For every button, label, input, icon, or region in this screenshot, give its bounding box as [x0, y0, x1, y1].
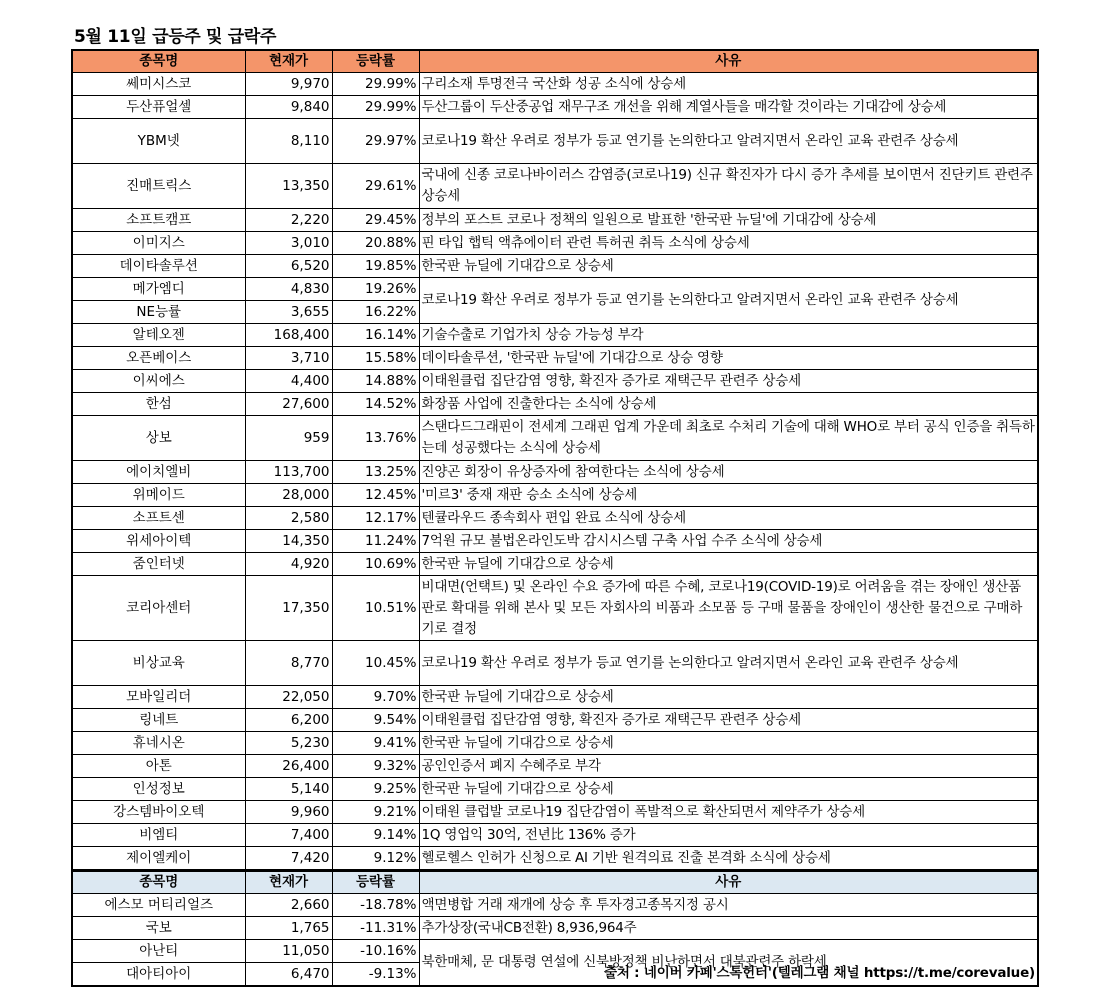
header-name: 종목명 — [72, 50, 245, 73]
stock-change: 16.14% — [332, 324, 419, 347]
stock-change: 16.22% — [332, 301, 419, 324]
stock-change: -10.16% — [332, 940, 419, 963]
stock-reason: 이태원클럽 집단감염 영향, 확진자 증가로 재택근무 관련주 상승세 — [419, 709, 1038, 732]
stock-name: 데이타솔루션 — [72, 255, 245, 278]
stock-change: 10.51% — [332, 576, 419, 641]
stock-name: 한섬 — [72, 393, 245, 416]
stock-name: 대아티아이 — [72, 963, 245, 987]
table-row — [72, 894, 1038, 917]
stock-name: 메가엠디 — [72, 278, 245, 301]
stock-name: 국보 — [72, 917, 245, 940]
stock-price: 9,960 — [245, 801, 332, 824]
table-row — [72, 824, 1038, 847]
stock-price: 1,765 — [245, 917, 332, 940]
stock-change: 9.14% — [332, 824, 419, 847]
stock-change: 12.17% — [332, 507, 419, 530]
stock-name: 에이치엘비 — [72, 461, 245, 484]
stock-change: -18.78% — [332, 894, 419, 917]
stock-name: 알테오젠 — [72, 324, 245, 347]
source-note: 출처 : 네이버 카페'스톡헌터'(텔레그램 채널 https://t.me/corevalue) — [603, 965, 1035, 981]
table-row — [72, 641, 1038, 686]
table-row — [72, 324, 1038, 347]
stock-price: 8,110 — [245, 119, 332, 164]
stock-change: 10.45% — [332, 641, 419, 686]
stock-price: 7,420 — [245, 847, 332, 871]
rising-header-row — [72, 50, 1038, 73]
stock-price: 17,350 — [245, 576, 332, 641]
stock-name: 오픈베이스 — [72, 347, 245, 370]
stock-price: 113,700 — [245, 461, 332, 484]
table-row — [72, 209, 1038, 232]
stock-price: 9,970 — [245, 73, 332, 96]
stock-change: 13.25% — [332, 461, 419, 484]
stock-change: 11.24% — [332, 530, 419, 553]
stock-price: 3,010 — [245, 232, 332, 255]
stock-reason: 진양곤 회장이 유상증자에 참여한다는 소식에 상승세 — [419, 461, 1038, 484]
stock-name: 아난티 — [72, 940, 245, 963]
table-row — [72, 370, 1038, 393]
table-row — [72, 461, 1038, 484]
stock-reason: 7억원 규모 불법온라인도박 감시시스템 구축 사업 수주 소식에 상승세 — [419, 530, 1038, 553]
stock-reason: 핀 타입 햅틱 액츄에이터 관련 특허권 취득 소식에 상승세 — [419, 232, 1038, 255]
stock-change: 14.52% — [332, 393, 419, 416]
table-row — [72, 940, 1038, 963]
stock-reason: 이태원 클럽발 코로나19 집단감염이 폭발적으로 확산되면서 제약주가 상승세 — [419, 801, 1038, 824]
stock-price: 2,580 — [245, 507, 332, 530]
stock-price: 2,220 — [245, 209, 332, 232]
stock-name: 두산퓨얼셀 — [72, 96, 245, 119]
stock-reason: 액면병합 거래 재개에 상승 후 투자경고종목지정 공시 — [419, 894, 1038, 917]
stock-reason: '미르3' 중재 재판 승소 소식에 상승세 — [419, 484, 1038, 507]
stock-name: 코리아센터 — [72, 576, 245, 641]
stock-reason: 데이타솔루션, '한국판 뉴딜'에 기대감으로 상승 영향 — [419, 347, 1038, 370]
stock-reason: 코로나19 확산 우려로 정부가 등교 연기를 논의한다고 알려지면서 온라인 교육 관련주 상승세 — [419, 278, 1038, 324]
stock-price: 22,050 — [245, 686, 332, 709]
stock-price: 9,840 — [245, 96, 332, 119]
stock-reason: 이태원클럽 집단감염 영향, 확진자 증가로 재택근무 관련주 상승세 — [419, 370, 1038, 393]
stock-name: 제이엘케이 — [72, 847, 245, 871]
stock-price: 959 — [245, 416, 332, 461]
stock-name: 강스템바이오텍 — [72, 801, 245, 824]
stock-price: 3,710 — [245, 347, 332, 370]
stock-reason: 한국판 뉴딜에 기대감으로 상승세 — [419, 686, 1038, 709]
stock-price: 4,400 — [245, 370, 332, 393]
stock-change: 29.45% — [332, 209, 419, 232]
stock-change: 19.26% — [332, 278, 419, 301]
table-row — [72, 801, 1038, 824]
stock-price: 6,470 — [245, 963, 332, 987]
table-row — [72, 119, 1038, 164]
stock-change: 29.99% — [332, 73, 419, 96]
stock-price: 8,770 — [245, 641, 332, 686]
stock-change: 9.70% — [332, 686, 419, 709]
stock-price: 28,000 — [245, 484, 332, 507]
stock-change: 29.99% — [332, 96, 419, 119]
table-row — [72, 553, 1038, 576]
stock-name: 휴네시온 — [72, 732, 245, 755]
stock-change: 12.45% — [332, 484, 419, 507]
stock-reason: 텐큘라우드 종속회사 편입 완료 소식에 상승세 — [419, 507, 1038, 530]
stock-change: 14.88% — [332, 370, 419, 393]
stock-name: 아톤 — [72, 755, 245, 778]
stock-table — [71, 49, 1039, 987]
stock-price: 2,660 — [245, 894, 332, 917]
stock-reason: 한국판 뉴딜에 기대감으로 상승세 — [419, 553, 1038, 576]
stock-price: 14,350 — [245, 530, 332, 553]
table-row — [72, 96, 1038, 119]
stock-reason: 두산그룹이 두산중공업 재무구조 개선을 위해 계열사들을 매각할 것이라는 기대감에 상승세 — [419, 96, 1038, 119]
stock-name: 이미지스 — [72, 232, 245, 255]
stock-reason: 코로나19 확산 우려로 정부가 등교 연기를 논의한다고 알려지면서 온라인 교육 관련주 상승세 — [419, 119, 1038, 164]
table-row — [72, 686, 1038, 709]
table-row — [72, 576, 1038, 641]
stock-reason: 기술수출로 기업가치 상승 가능성 부각 — [419, 324, 1038, 347]
stock-change: 9.21% — [332, 801, 419, 824]
stock-change: 9.12% — [332, 847, 419, 871]
stock-price: 7,400 — [245, 824, 332, 847]
stock-reason: 추가상장(국내CB전환) 8,936,964주 — [419, 917, 1038, 940]
table-row — [72, 732, 1038, 755]
stock-reason: 국내에 신종 코로나바이러스 감염증(코로나19) 신규 확진자가 다시 증가 추세를 보이면서 진단키트 관련주 상승세 — [419, 164, 1038, 209]
stock-reason: 구리소재 투명전극 국산화 성공 소식에 상승세 — [419, 73, 1038, 96]
stock-name: 링네트 — [72, 709, 245, 732]
stock-price: 11,050 — [245, 940, 332, 963]
table-row — [72, 278, 1038, 301]
header-change: 등락률 — [332, 871, 419, 894]
stock-name: 위세아이텍 — [72, 530, 245, 553]
header-price: 현재가 — [245, 50, 332, 73]
stock-reason: 북한매체, 문 대통령 연설에 신북방정책 비난하면서 대북관련주 하락세 — [419, 940, 1038, 987]
table-row — [72, 393, 1038, 416]
table-row — [72, 416, 1038, 461]
rising-stocks — [72, 73, 1038, 871]
stock-name: NE능률 — [72, 301, 245, 324]
stock-change: 10.69% — [332, 553, 419, 576]
stock-reason: 코로나19 확산 우려로 정부가 등교 연기를 논의한다고 알려지면서 온라인 교육 관련주 상승세 — [419, 641, 1038, 686]
table-row — [72, 755, 1038, 778]
header-reason: 사유 — [419, 50, 1038, 73]
header-change: 등락률 — [332, 50, 419, 73]
header-reason: 사유 — [419, 871, 1038, 894]
stock-name: 소프트캠프 — [72, 209, 245, 232]
stock-price: 6,200 — [245, 709, 332, 732]
stock-name: 소프트센 — [72, 507, 245, 530]
stock-price: 4,920 — [245, 553, 332, 576]
stock-reason: 한국판 뉴딜에 기대감으로 상승세 — [419, 732, 1038, 755]
stock-reason: 공인인증서 폐지 수혜주로 부각 — [419, 755, 1038, 778]
table-row — [72, 164, 1038, 209]
stock-price: 6,520 — [245, 255, 332, 278]
stock-change: 13.76% — [332, 416, 419, 461]
stock-change: 15.58% — [332, 347, 419, 370]
stock-reason: 헬로헬스 인허가 신청으로 AI 기반 원격의료 진출 본격화 소식에 상승세 — [419, 847, 1038, 871]
stock-reason: 정부의 포스트 코로나 정책의 일원으로 발표한 '한국판 뉴딜'에 기대감에 상승세 — [419, 209, 1038, 232]
stock-change: 9.25% — [332, 778, 419, 801]
table-row — [72, 484, 1038, 507]
stock-reason: 한국판 뉴딜에 기대감으로 상승세 — [419, 778, 1038, 801]
table-row — [72, 917, 1038, 940]
header-price: 현재가 — [245, 871, 332, 894]
stock-price: 26,400 — [245, 755, 332, 778]
table-row — [72, 847, 1038, 871]
stock-name: 모바일리더 — [72, 686, 245, 709]
stock-name: 에스모 머티리얼즈 — [72, 894, 245, 917]
stock-name: YBM넷 — [72, 119, 245, 164]
stock-reason: 한국판 뉴딜에 기대감으로 상승세 — [419, 255, 1038, 278]
stock-price: 13,350 — [245, 164, 332, 209]
stock-name: 위메이드 — [72, 484, 245, 507]
page-title: 5월 11일 급등주 및 급락주 — [74, 27, 277, 47]
stock-name: 상보 — [72, 416, 245, 461]
stock-change: 9.32% — [332, 755, 419, 778]
stock-reason: 비대면(언택트) 및 온라인 수요 증가에 따른 수혜, 코로나19(COVID-19)로 어려움을 겪는 장애인 생산품 판로 확대를 위해 본사 및 모든 자회사의 비품과 소모품 등 구매 물품을 장애인이 생산한 물건으로 구매하기로 결정 — [419, 576, 1038, 641]
table-row — [72, 255, 1038, 278]
stock-change: 9.41% — [332, 732, 419, 755]
stock-price: 5,230 — [245, 732, 332, 755]
stock-name: 인성정보 — [72, 778, 245, 801]
stock-price: 168,400 — [245, 324, 332, 347]
stock-name: 진매트릭스 — [72, 164, 245, 209]
stock-reason: 화장품 사업에 진출한다는 소식에 상승세 — [419, 393, 1038, 416]
stock-price: 4,830 — [245, 278, 332, 301]
table-row — [72, 73, 1038, 96]
table-row — [72, 347, 1038, 370]
stock-reason: 스탠다드그래핀이 전세계 그래핀 업계 가운데 최초로 수처리 기술에 대해 WHO로 부터 공식 인증을 취득하는데 성공했다는 소식에 상승세 — [419, 416, 1038, 461]
stock-change: 29.61% — [332, 164, 419, 209]
stock-name: 이씨에스 — [72, 370, 245, 393]
stock-change: -11.31% — [332, 917, 419, 940]
stock-change: 19.85% — [332, 255, 419, 278]
stock-price: 27,600 — [245, 393, 332, 416]
table-row — [72, 709, 1038, 732]
stock-change: 20.88% — [332, 232, 419, 255]
table-row — [72, 507, 1038, 530]
table-row — [72, 778, 1038, 801]
stock-reason: 1Q 영업익 30억, 전년比 136% 증가 — [419, 824, 1038, 847]
stock-change: 9.54% — [332, 709, 419, 732]
stock-name: 줌인터넷 — [72, 553, 245, 576]
stock-price: 5,140 — [245, 778, 332, 801]
header-name: 종목명 — [72, 871, 245, 894]
stock-name: 쎄미시스코 — [72, 73, 245, 96]
table-row — [72, 530, 1038, 553]
stock-change: 29.97% — [332, 119, 419, 164]
table-row — [72, 232, 1038, 255]
stock-name: 비엠티 — [72, 824, 245, 847]
stock-change: -9.13% — [332, 963, 419, 987]
falling-header-row — [72, 871, 1038, 894]
stock-price: 3,655 — [245, 301, 332, 324]
stock-name: 비상교육 — [72, 641, 245, 686]
